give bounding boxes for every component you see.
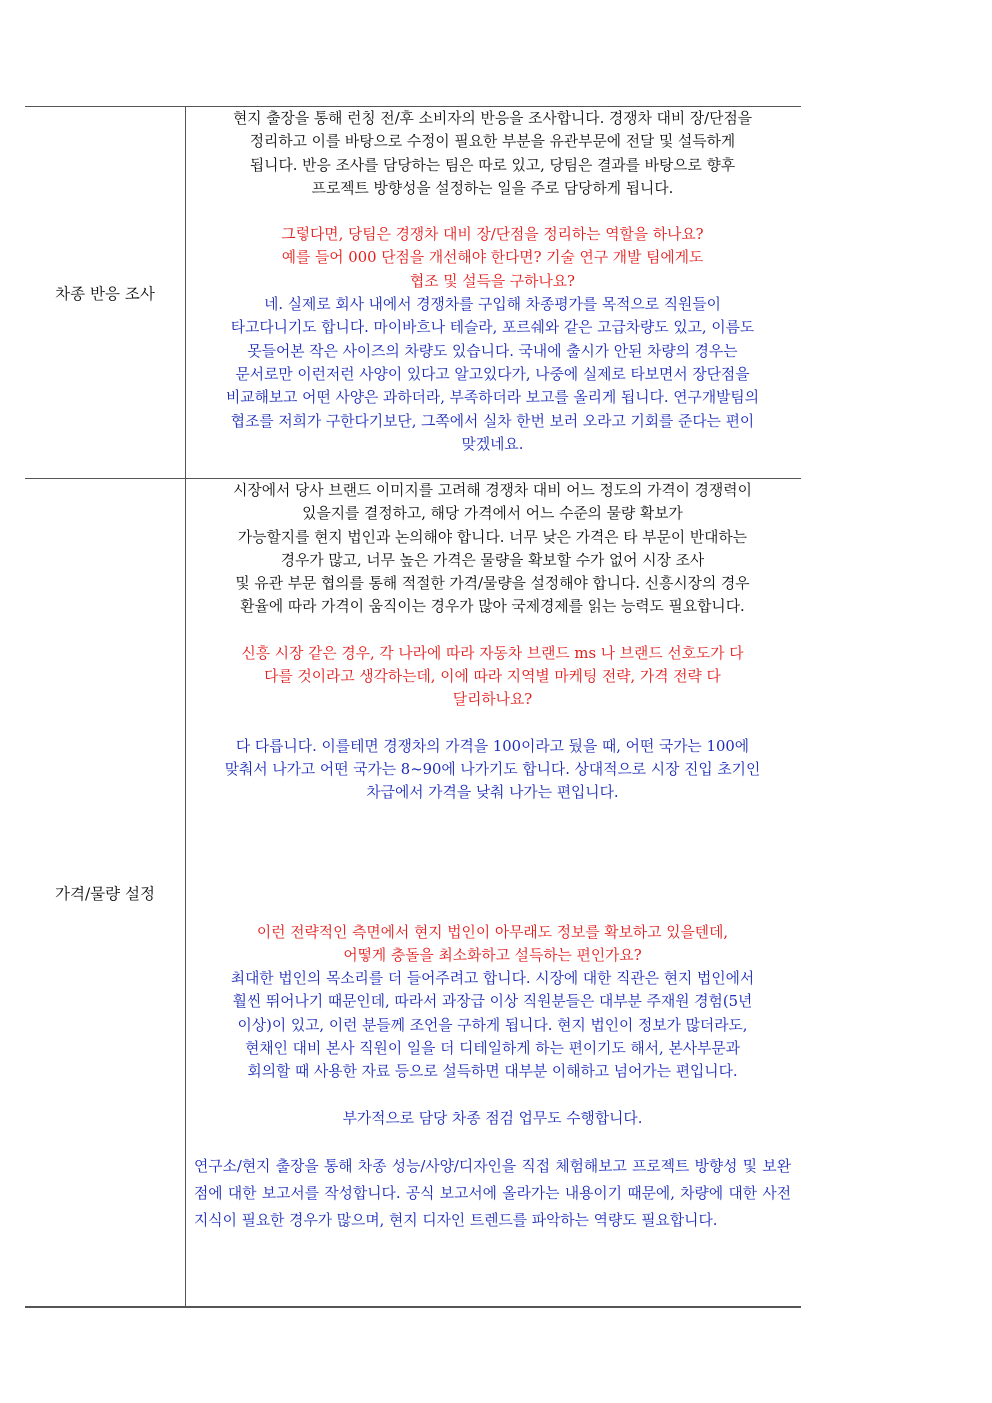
row-content [186,479,801,1306]
description-paragraph: 시장에서 당사 브랜드 이미지를 고려해 경쟁차 대비 어느 정도의 가격이 경쟁력이 있을지를 결정하고, 해당 가격에서 어느 수준의 물량 확보가 가능할지를 현지 법인과 논의해야 합니다. 너무 낮은 가격은 타 부문이 반대하는 경우가 많고, 너무 높은 가격은 물량을 확보할 수가 없어 시장 조사 및 유관 부문 협의를 통해 적절한 가격/물량을 설정해야 합니다. 신흥시장의 경우 환율에 따라 가격이 움직이는 경우가 많아 국제경제를 읽는 능력도 필요합니다. [233,482,752,616]
row-content [186,107,801,478]
content-table [25,106,801,1308]
question-paragraph: 이런 전략적인 측면에서 현지 법인이 아무래도 정보를 확보하고 있을텐데, 어떻게 충돌을 최소화하고 설득하는 편인가요? [256,923,729,964]
note-paragraph: 연구소/현지 출장을 통해 차종 성능/사양/디자인을 직접 체험해보고 프로젝트 방향성 및 보완점에 대한 보고서를 작성합니다. 공식 보고서에 올라가는 내용이기 때문에, 차량에 대한 사전 지식이 필요한 경우가 많으며, 현지 디자인 트렌드를 파악하는 역량도 필요합니다. [194,1157,791,1229]
description-paragraph: 현지 출장을 통해 런칭 전/후 소비자의 반응을 조사합니다. 경쟁차 대비 장/단점을 정리하고 이를 바탕으로 수정이 필요한 부분을 유관부문에 전달 및 설득하게 됩니다. 반응 조사를 담당하는 팀은 따로 있고, 당팀은 결과를 바탕으로 향후 프로젝트 방향성을 설정하는 일을 주로 담당하게 됩니다. [232,110,753,197]
table-row-reaction-survey [25,106,801,478]
row-label: 차종 반응 조사 [25,107,186,478]
table-row-price-volume [25,478,801,1308]
question-paragraph: 신흥 시장 같은 경우, 각 나라에 따라 자동차 브랜드 ms 나 브랜드 선호도가 다 다를 것이라고 생각하는데, 이에 따라 지역별 마케팅 전략, 가격 전략 다 달리하나요? [241,644,744,709]
row-label: 가격/물량 설정 [25,479,186,1306]
answer-paragraph: 네. 실제로 회사 내에서 경쟁차를 구입해 차종평가를 목적으로 직원들이 타고다니기도 합니다. 마이바흐나 테슬라, 포르쉐와 같은 고급차량도 있고, 이름도 못들어본 작은 사이즈의 차량도 있습니다. 국내에 출시가 안된 차량의 경우는 문서로만 이런저런 사양이 있다고 알고있다가, 나중에 실제로 타보면서 장단점을 비교해보고 어떤 사양은 과하더라, 부족하더라 보고를 올리게 됩니다. 연구개발팀의 협조를 저희가 구한다기보단, 그쪽에서 실차 한번 보러 오라고 기회를 준다는 편이 맞겠네요. [225,296,760,453]
note-paragraph: 부가적으로 담당 차종 점검 업무도 수행합니다. [342,1109,643,1127]
question-paragraph: 그렇다면, 당팀은 경쟁차 대비 장/단점을 정리하는 역할을 하나요? 예를 들어 000 단점을 개선해야 한다면? 기술 연구 개발 팀에게도 협조 및 설득을 구하나요? [281,226,704,290]
answer-paragraph: 최대한 법인의 목소리를 더 들어주려고 합니다. 시장에 대한 직관은 현지 법인에서 훨씬 뛰어나기 때문인데, 따라서 과장급 이상 직원분들은 대부분 주재원 경험(5년 이상)이 있고, 이런 분들께 조언을 구하게 됩니다. 현지 법인이 정보가 많더라도, 현채인 대비 본사 직원이 일을 더 디테일하게 하는 편이기도 해서, 본사부문과 회의할 때 사용한 자료 등으로 설득하면 대부분 이해하고 넘어가는 편입니다. [230,970,755,1081]
answer-paragraph: 다 다릅니다. 이를테면 경쟁차의 가격을 100이라고 뒀을 때, 어떤 국가는 100에 맞춰서 나가고 어떤 국가는 8~90에 나가기도 합니다. 상대적으로 시장 진입 초기인 차급에서 가격을 낮춰 나가는 편입니다. [224,737,761,802]
